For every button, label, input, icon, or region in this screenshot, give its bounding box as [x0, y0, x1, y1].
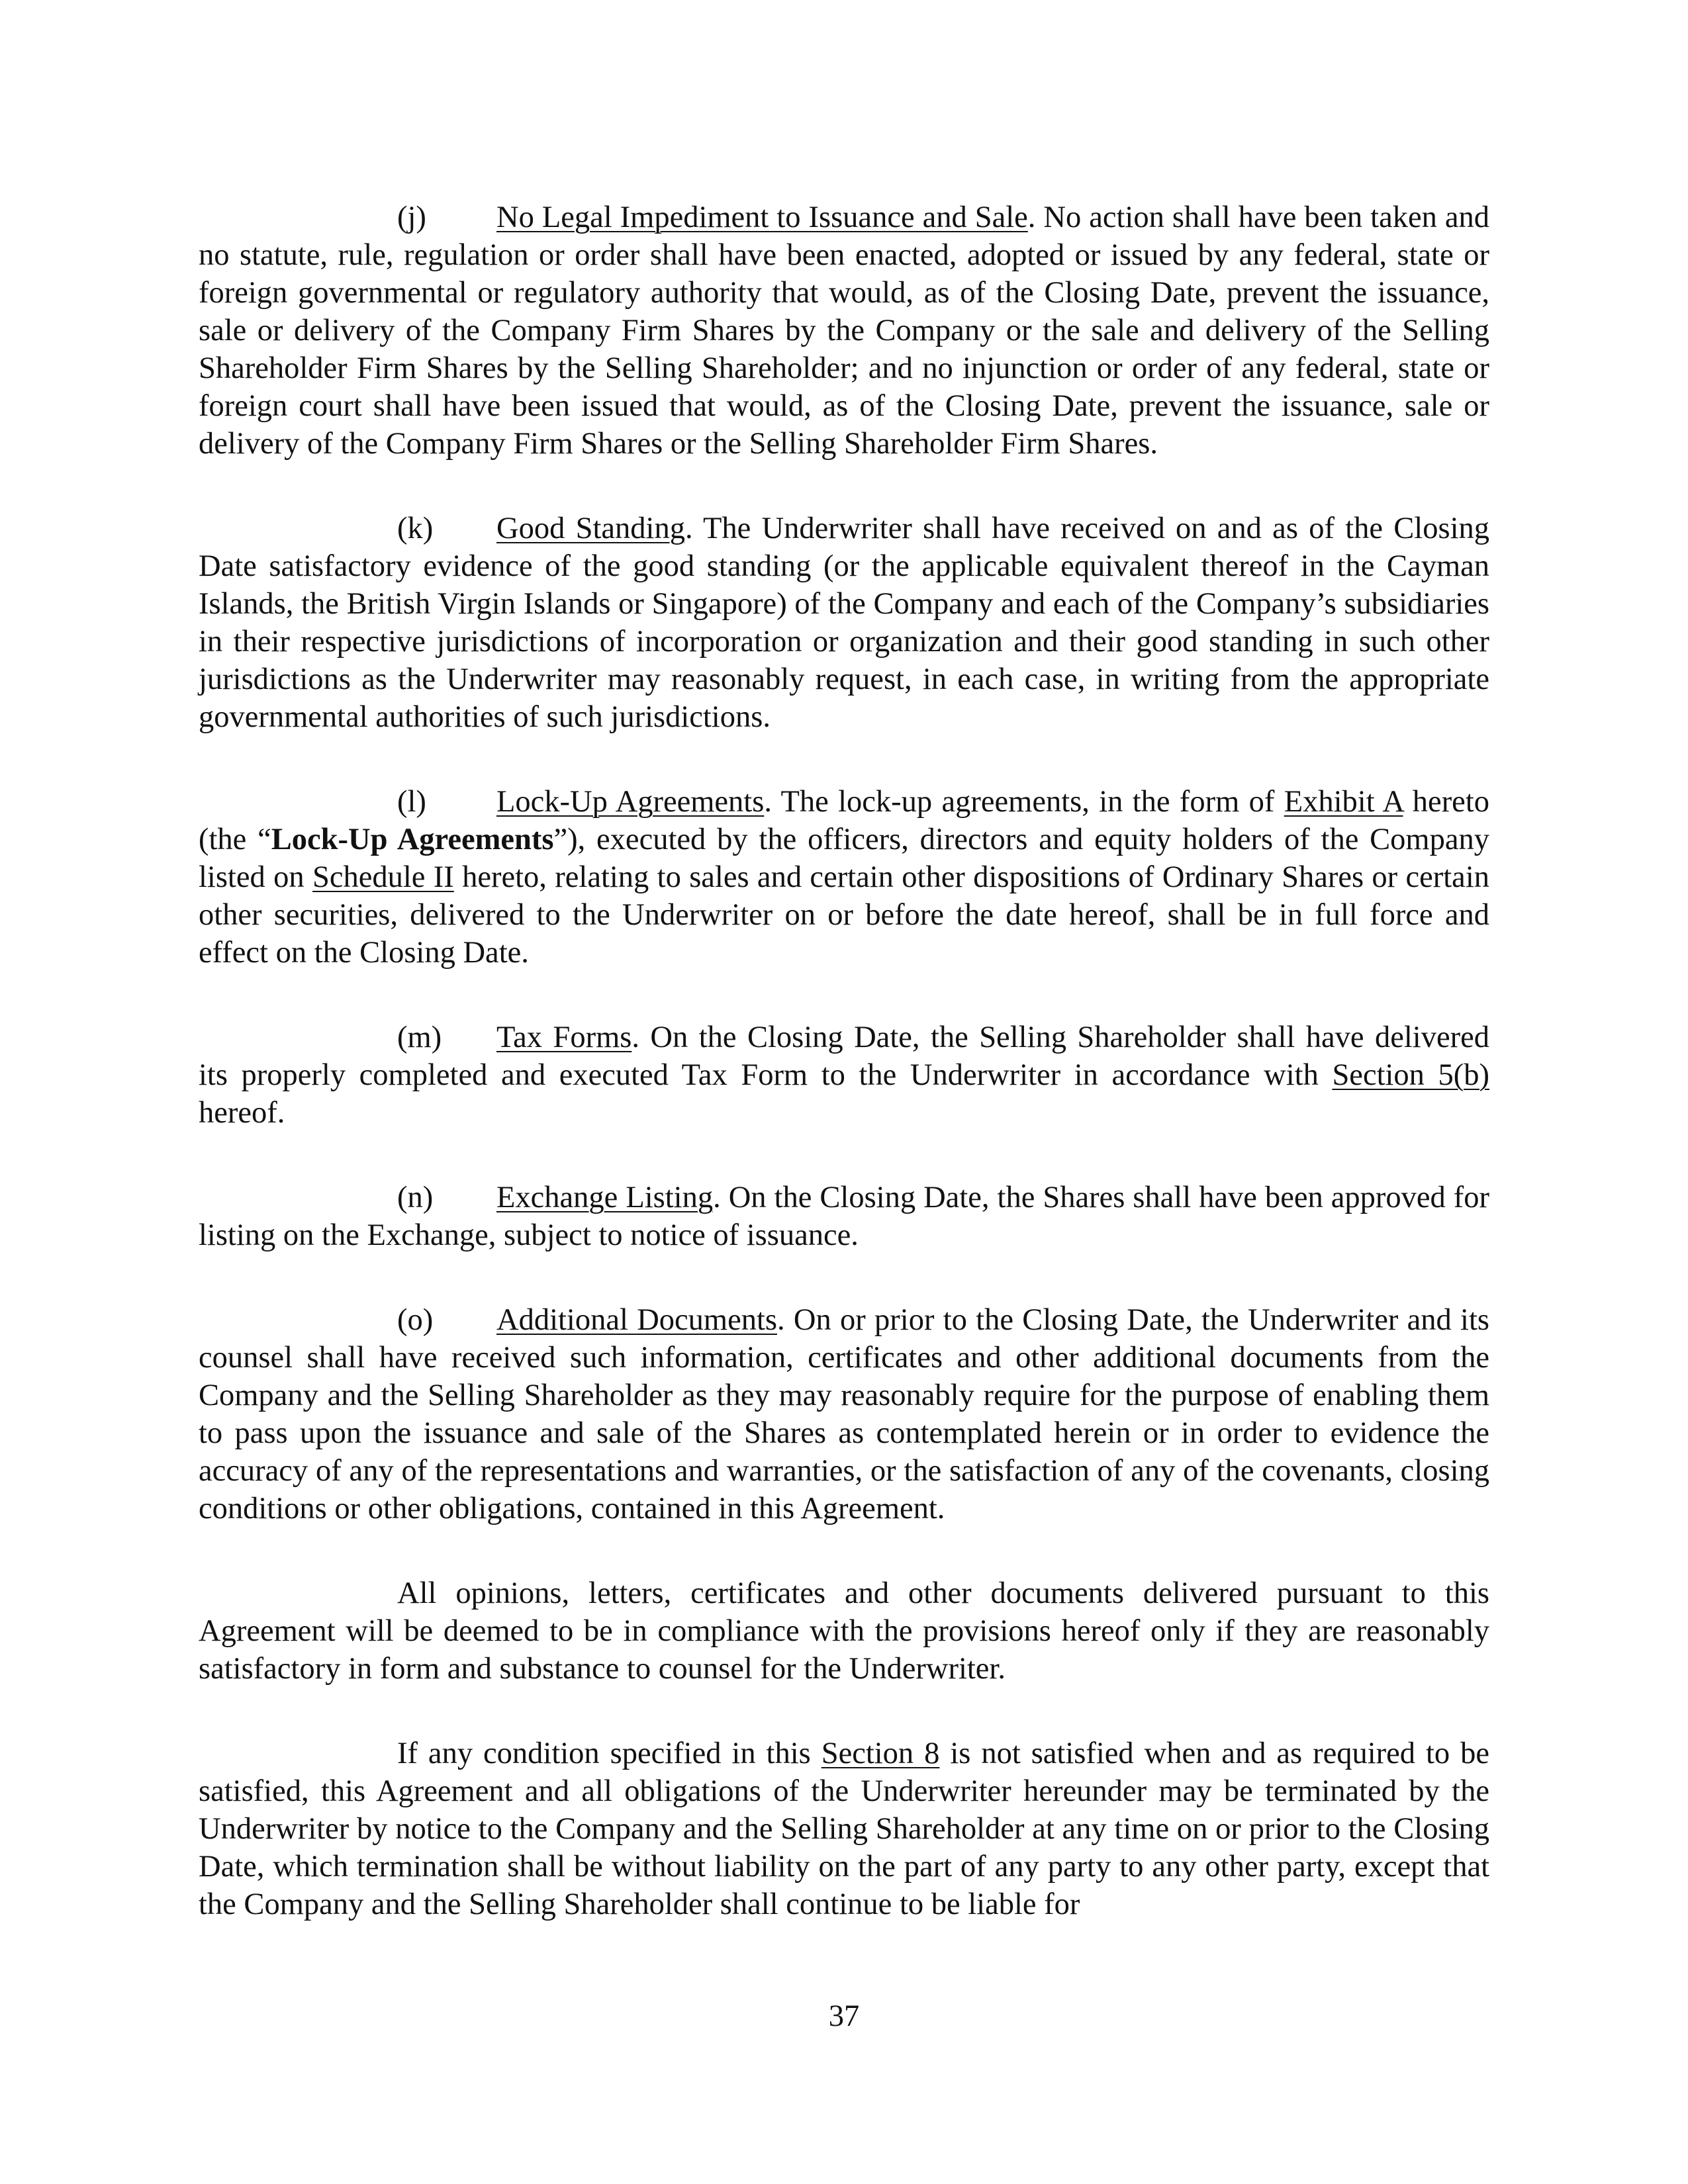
section-o-title: Additional Documents: [496, 1303, 777, 1337]
section-m-label: (m): [397, 1021, 442, 1054]
section-m-text-1: . On the Closing Date, the Selling Shareholder shall have delivered its properly completed and executed Tax Form to the Underwriter in accordance with: [199, 1021, 1489, 1092]
section-n-paragraph: [199, 1179, 1489, 1254]
section-l-text-2: hereto (the “: [199, 785, 1489, 856]
section-j-label: (j): [397, 201, 426, 234]
section-k-title: Good Standing: [496, 512, 685, 545]
section-k-text: . The Underwriter shall have received on and as of the Closing Date satisfactory evidence of the good standing (or the applicable equivalent thereof in the Cayman Islands, the British Virgin Islands or Singapore) of the Company and each of the Company’s subsidiaries in their respective jurisdictions of incorporation or organization and their good standing in such other jurisdictions as the Underwriter may reasonably request, in each case, in writing from the appropriate governmental authorities of such jurisdictions.: [199, 512, 1489, 734]
section-k-label: (k): [397, 512, 434, 545]
all-opinions-paragraph: All opinions, letters, certificates and other documents delivered pursuant to this Agreement will be deemed to be in compliance with the provisions hereof only if they are reasonably satisfactory in form and substance to counsel for the Underwriter.: [199, 1576, 1489, 1686]
section-l-text-4: hereto, relating to sales and certain other dispositions of Ordinary Shares or certain other securities, delivered to the Underwriter on or before the date hereof, shall be in full force and effect on the Closing Date.: [199, 860, 1489, 970]
section-l-text-1: . The lock-up agreements, in the form of: [764, 785, 1284, 819]
section-m-paragraph: [199, 1019, 1489, 1132]
page-number: 37: [828, 1999, 860, 2033]
termination-text-1: If any condition specified in this: [397, 1737, 821, 1770]
section-n-text: . On the Closing Date, the Shares shall have been approved for listing on the Exchange, subject to notice of issuance.: [199, 1181, 1489, 1252]
section-l-title: Lock-Up Agreements: [496, 785, 765, 819]
section-j-title: No Legal Impediment to Issuance and Sale: [496, 201, 1028, 234]
section-j-paragraph: [199, 199, 1489, 463]
section-o-label: (o): [397, 1303, 434, 1337]
section-j-text: . No action shall have been taken and no statute, rule, regulation or order shall have been enacted, adopted or issued by any federal, state or foreign governmental or regulatory authority that would, as of the Closing Date, prevent the issuance, sale or delivery of the Company Firm Shares by the Company or the sale and delivery of the Selling Shareholder Firm Shares by the Selling Shareholder; and no injunction or order of any federal, state or foreign court shall have been issued that would, as of the Closing Date, prevent the issuance, sale or delivery of the Company Firm Shares or the Selling Shareholder Firm Shares.: [199, 201, 1489, 461]
section-o-text: . On or prior to the Closing Date, the Underwriter and its counsel shall have received such information, certificates and other additional documents from the Company and the Selling Shareholder as they may reasonably require for the purpose of enabling them to pass upon the issuance and sale of the Shares as contemplated herein or in order to evidence the accuracy of any of the representations and warranties, or the satisfaction of any of the covenants, closing conditions or other obligations, contained in this Agreement.: [199, 1303, 1489, 1525]
lock-up-agreements-defined-term: Lock-Up Agreements: [271, 823, 554, 856]
section-8-reference: Section 8: [821, 1737, 940, 1770]
section-n-title: Exchange Listing: [496, 1181, 714, 1214]
section-n-label: (n): [397, 1181, 434, 1214]
section-k-paragraph: [199, 510, 1489, 736]
termination-paragraph: [199, 1735, 1489, 1923]
section-l-paragraph: [199, 783, 1489, 972]
termination-text-2: is not satisfied when and as required to be satisfied, this Agreement and all obligations of the Underwriter hereunder may be terminated by the Underwriter by notice to the Company and the Selling Shareholder at any time on or prior to the Closing Date, which termination shall be without liability on the part of any party to any other party, except that the Company and the Selling Shareholder shall continue to be liable for: [199, 1737, 1489, 1921]
exhibit-a-reference: Exhibit A: [1284, 785, 1403, 819]
section-l-text-3: ”), executed by the officers, directors and equity holders of the Company listed on: [199, 823, 1489, 894]
section-l-label: (l): [397, 785, 426, 819]
document-page: [199, 199, 1489, 1970]
section-o-paragraph: [199, 1301, 1489, 1527]
section-5b-reference: Section 5(b): [1332, 1058, 1489, 1092]
section-m-title: Tax Forms: [496, 1021, 632, 1054]
schedule-ii-reference: Schedule II: [312, 860, 454, 894]
section-m-text-2: hereof.: [199, 1096, 285, 1130]
